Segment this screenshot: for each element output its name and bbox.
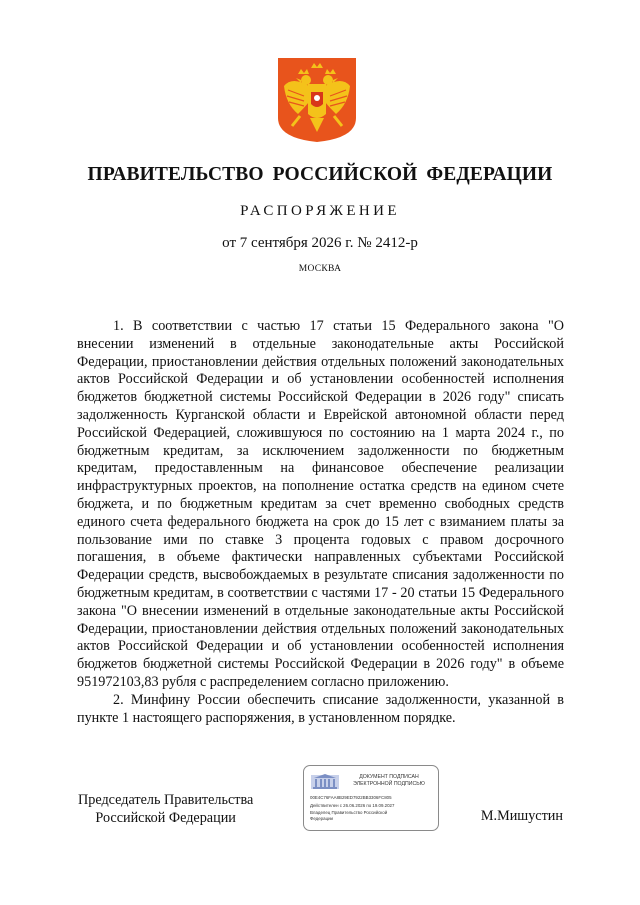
stamp-certificate: 00E4C76FAA8B29ED7922BB3306FC805 (310, 795, 392, 800)
electronic-signature-stamp (303, 765, 439, 831)
document-date-number: от 7 сентября 2026 г. № 2412-р (222, 235, 418, 251)
document-type: РАСПОРЯЖЕНИЕ (240, 203, 400, 219)
document-body (77, 318, 564, 727)
coat-of-arms-russia-icon (276, 56, 358, 144)
stamp-validity: Действителен с 26.06.2026 по 19.09.2027 (310, 803, 395, 808)
signatory-name: М.Мишустин (480, 808, 563, 824)
signatory-position (78, 792, 253, 828)
paragraph-1: 1. В соответствии с частью 17 статьи 15 Федерального закона "О внесении изменений в отдельные законодательные акты Российской Федерации, приостановлении действия отдельных положений законодательных актов Российской Федерации и об установлении особенностей исполнения бюджетов бюджетной системы Российской Федерации в 2026 году" списать задолженность Курганской области и Еврейской автономной области перед Российской Федерацией, сложившуюся по состоянию на 1 марта 2024 г., по бюджетным кредитам, за исключением задолженности по бюджетным кредитам, предоставленным на финансовое обеспечение реализации инфраструктурных проектов, на пополнение остатка средств на едином счете бюджета, и по бюджетным кредитам за счет временно свободных средств единого счета федерального бюджета на срок до 15 лет с взиманием платы за пользование ими по ставке 3 процента годовых с правом досрочного погашения, в объеме фактически направленных субъектами Российской Федерации средств, высвобождаемых в результате списания задолженности по бюджетным кредитам, в соответствии с частями 17 - 20 статьи 15 Федерального закона "О внесении изменений в отдельные законодательные акты Российской Федерации, приостановлении действия отдельных положений законодательных актов Российской Федерации и об установлении особенностей исполнения бюджетов бюджетной системы Российской Федерации в 2026 году" в объеме 951972103,83 рубля с распределением согласно приложению. (77, 318, 564, 690)
stamp-owner-line-2: Федерации (310, 816, 333, 821)
position-line-1: Председатель Правительства (78, 792, 254, 808)
stamp-owner-line-1: Владелец Правительство Российской (310, 810, 388, 815)
stamp-title (342, 774, 436, 787)
city-name: МОСКВА (298, 264, 342, 274)
position-line-2: Российской Федерации (95, 809, 236, 826)
stamp-title-line-1: ДОКУМЕНТ ПОДПИСАН (359, 774, 419, 780)
government-title: ПРАВИТЕЛЬСТВО РОССИЙСКОЙ ФЕДЕРАЦИИ (87, 164, 553, 185)
coat-of-arms-emblem (276, 56, 358, 144)
government-building-icon (310, 772, 340, 790)
stamp-title-line-2: ЭЛЕКТРОННОЙ ПОДПИСЬЮ (353, 780, 425, 787)
paragraph-2: 2. Минфину России обеспечить списание задолженности, указанной в пункте 1 настоящего распоряжения, в установленном порядке. (77, 691, 564, 726)
